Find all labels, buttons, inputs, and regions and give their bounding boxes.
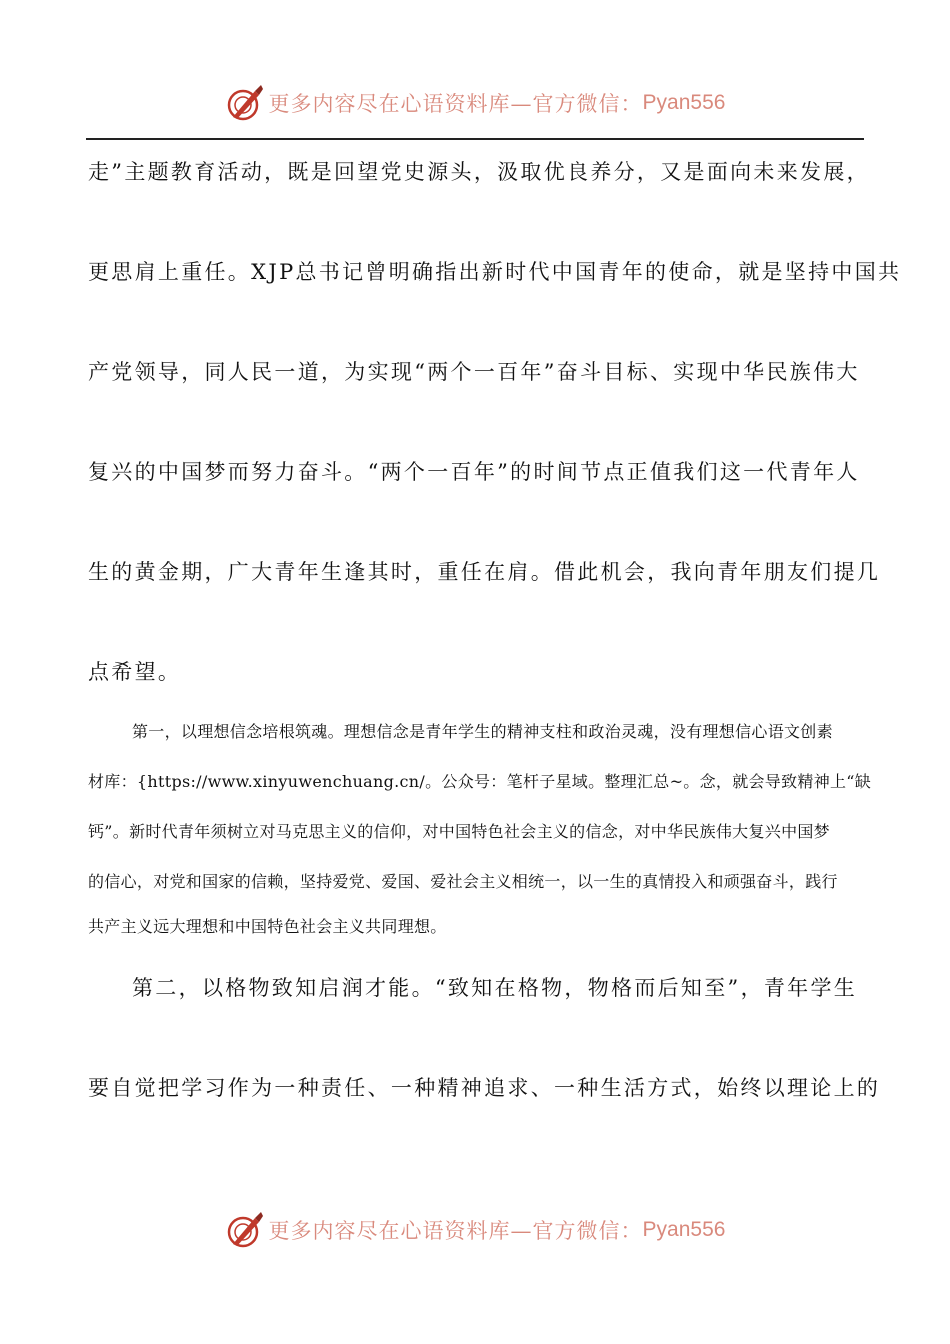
- text-line: 第一，以理想信念培根筑魂。理想信念是青年学生的精神支柱和政治灵魂，没有理想信心语文创素: [132, 722, 833, 741]
- text-line: 复兴的中国梦而努力奋斗。“两个一百年”的时间节点正值我们这一代青年人: [88, 460, 860, 484]
- text-line: 生的黄金期，广大青年生逢其时，重任在肩。借此机会，我向青年朋友们提几: [88, 560, 881, 584]
- text-line: 钙”。新时代青年须树立对马克思主义的信仰，对中国特色社会主义的信念，对中华民族伟大复兴中国梦: [88, 822, 830, 841]
- banner-wechat-id: Pyan556: [642, 91, 726, 114]
- paragraph-1: [88, 122, 902, 722]
- text-line: 第二，以格物致知启润才能。“致知在格物，物格而后知至”，青年学生: [132, 976, 858, 1000]
- paragraph-3: [88, 938, 881, 1138]
- text-line: 走”主题教育活动，既是回望党史源头，汲取优良养分，又是面向未来发展，: [88, 160, 870, 184]
- text-line: 的信心，对党和国家的信赖，坚持爱党、爱国、爱社会主义相统一，以一生的真情投入和顽强奋斗，践行: [88, 872, 838, 891]
- pen-logo-icon: [225, 83, 265, 123]
- text-line: 要自觉把学习作为一种责任、一种精神追求、一种生活方式，始终以理论上的: [88, 1076, 881, 1100]
- footer-watermark-banner: [0, 1207, 950, 1253]
- text-line: 点希望。: [88, 660, 182, 684]
- text-line: 共产主义远大理想和中国特色社会主义共同理想。: [88, 917, 447, 936]
- banner-text: 更多内容尽在心语资料库—官方微信：: [268, 1219, 643, 1243]
- banner-text: 更多内容尽在心语资料库—官方微信：: [268, 92, 643, 116]
- text-line: 产党领导，同人民一道，为实现“两个一百年”奋斗目标、实现中华民族伟大: [88, 360, 860, 384]
- pen-logo-icon: [225, 1210, 265, 1250]
- text-line: 材库：{https://www.xinyuwenchuang.cn/。公众号：笔杆子星域。整理汇总~。念，就会导致精神上“缺: [88, 772, 872, 791]
- header-watermark-banner: [0, 80, 950, 126]
- paragraph-2: [88, 707, 872, 947]
- text-line: 更思肩上重任。XJP总书记曾明确指出新时代中国青年的使命，就是坚持中国共: [88, 260, 902, 284]
- banner-wechat-id: Pyan556: [642, 1218, 726, 1241]
